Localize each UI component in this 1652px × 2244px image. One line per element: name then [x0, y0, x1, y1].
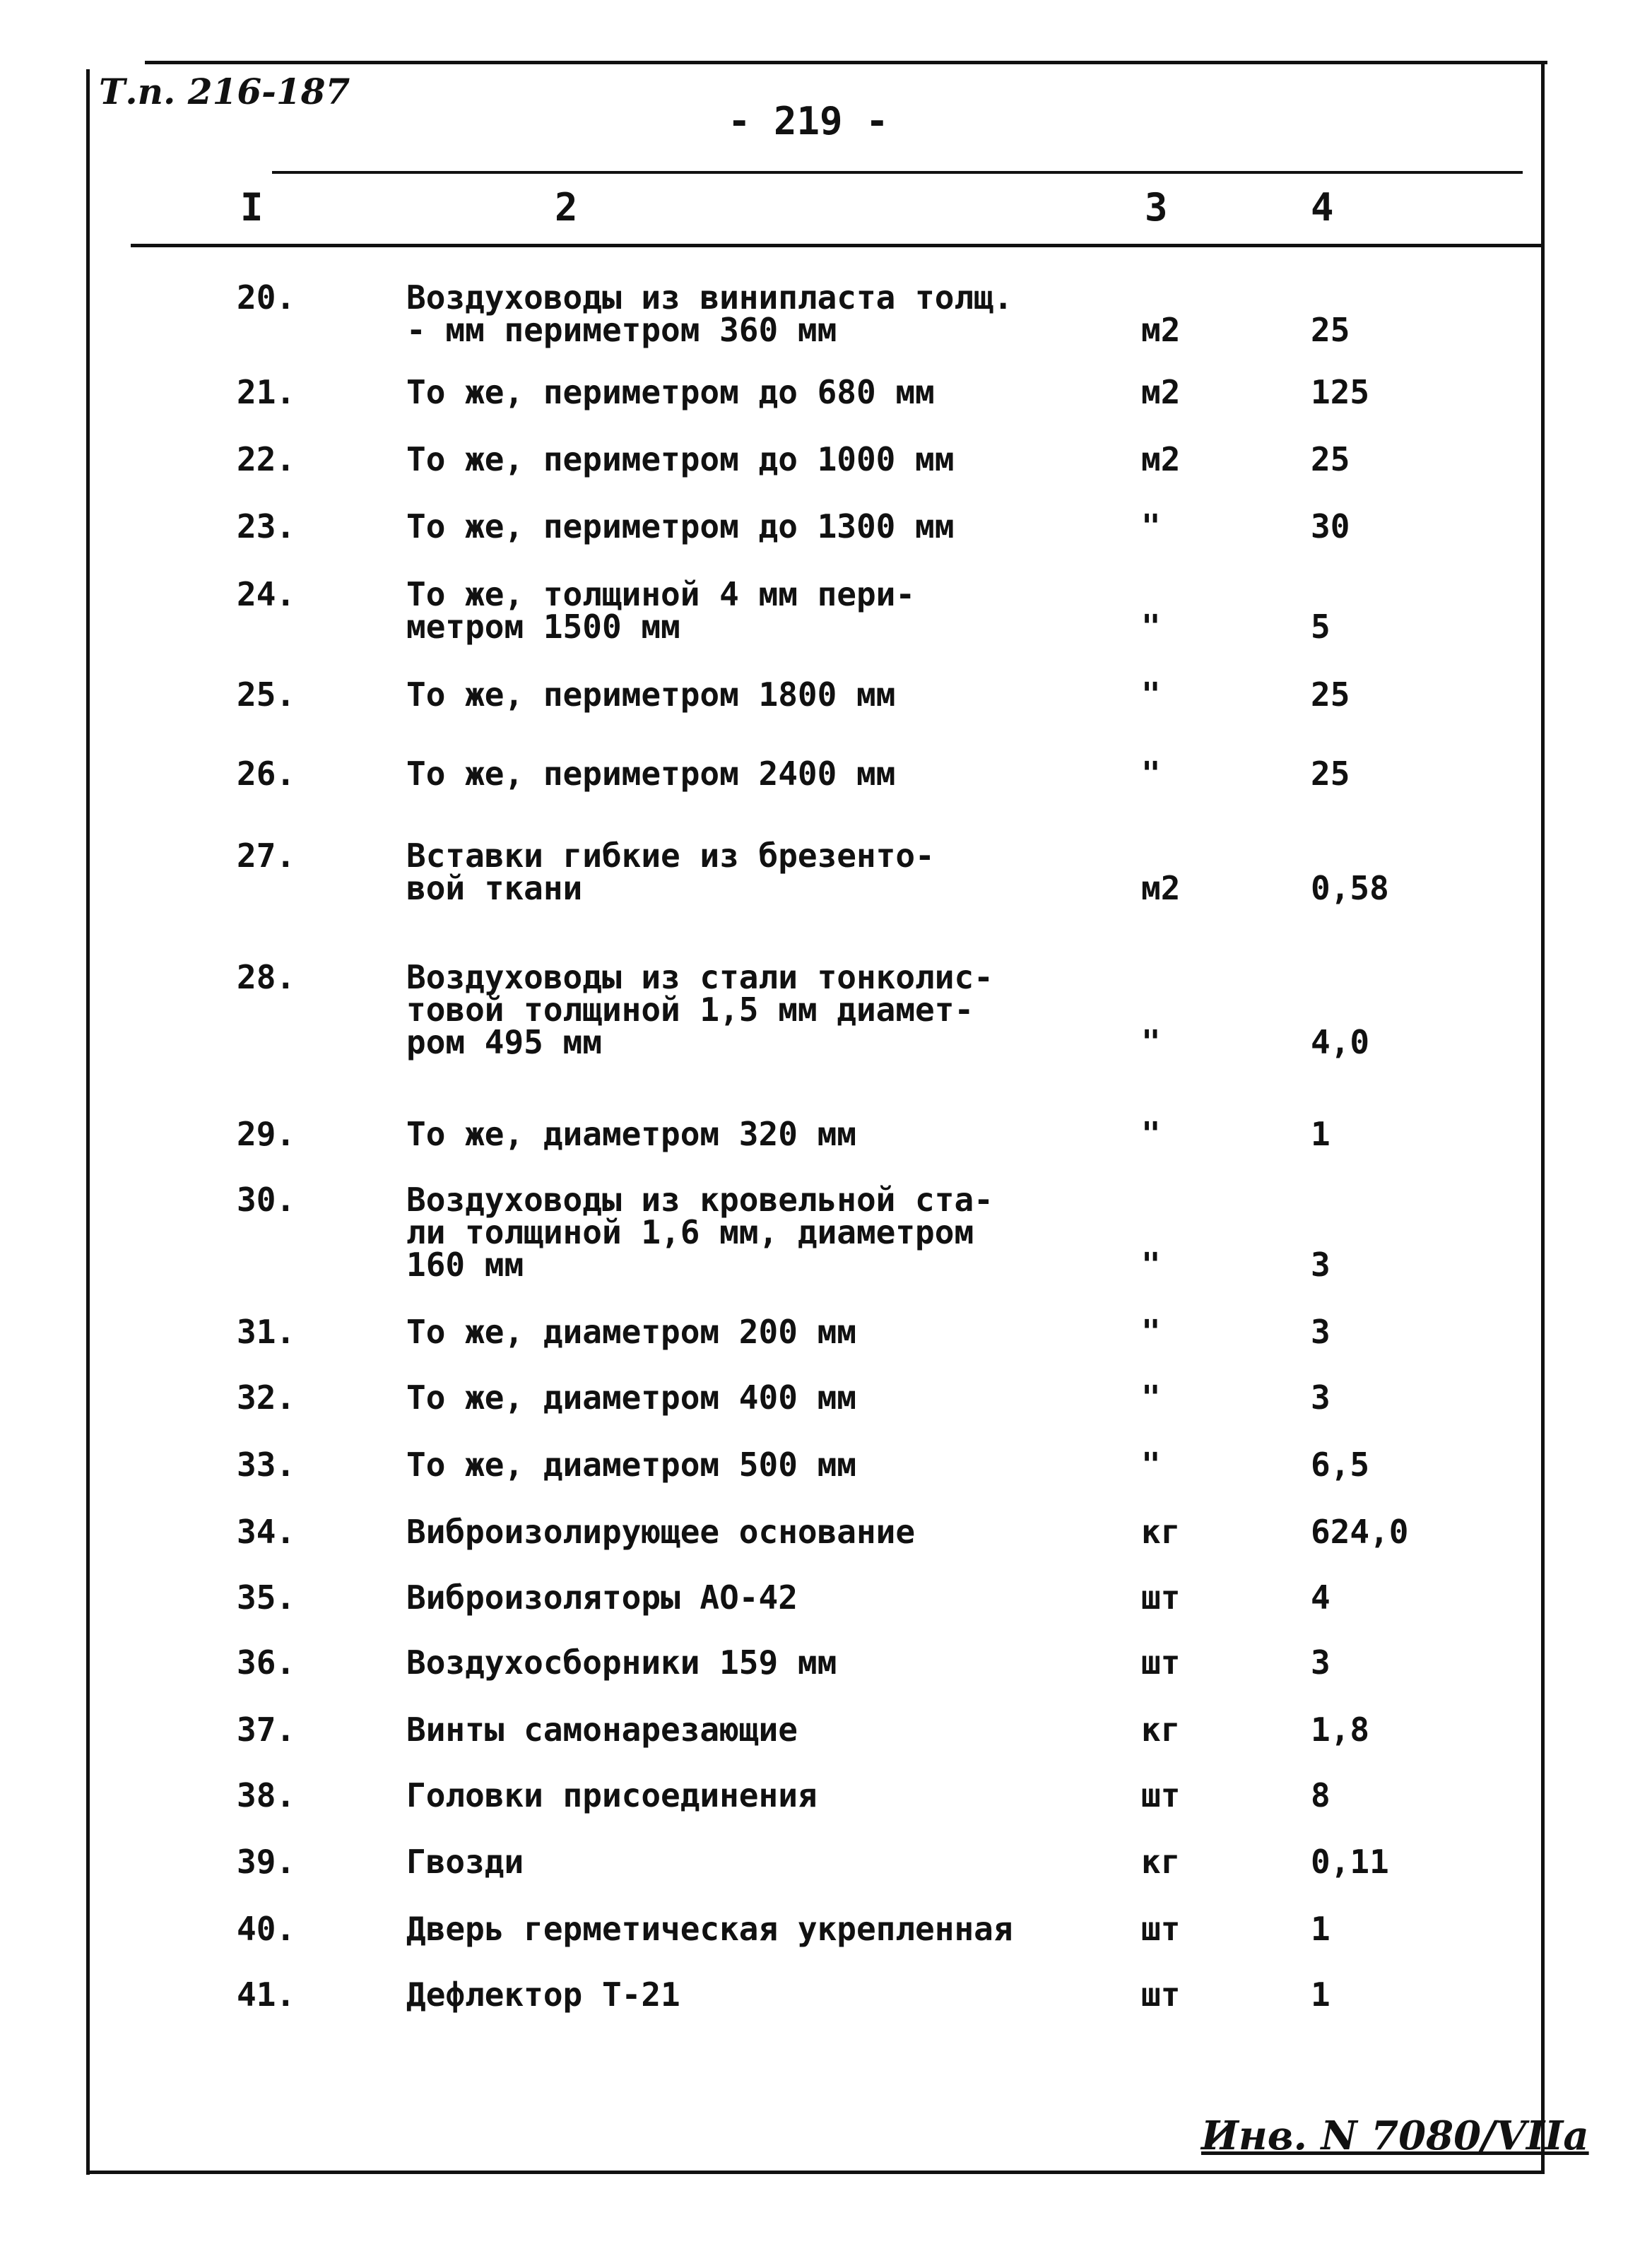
- row-unit: ": [1141, 1378, 1161, 1417]
- row-name: То же, периметром до 680 мм: [406, 373, 935, 411]
- row-name: То же, периметром до 1000 мм: [406, 440, 955, 478]
- row-name: То же, периметром 2400 мм: [406, 755, 896, 793]
- row-number: 26.: [237, 755, 296, 793]
- row-quantity: 25: [1311, 440, 1350, 478]
- row-quantity: 3: [1311, 1246, 1331, 1284]
- row-unit: ": [1141, 1446, 1161, 1484]
- row-unit: кг: [1141, 1513, 1181, 1551]
- row-quantity: 0,11: [1311, 1843, 1389, 1881]
- row-number: 21.: [237, 373, 296, 411]
- row-unit: ": [1141, 1115, 1161, 1153]
- column-header-1: I: [240, 185, 264, 230]
- row-quantity: 3: [1311, 1378, 1331, 1417]
- row-name: Вставки гибкие из брезенто- вой ткани: [406, 837, 935, 907]
- row-number: 28.: [237, 958, 296, 996]
- column-header-4: 4: [1311, 185, 1334, 230]
- row-quantity: 125: [1311, 373, 1370, 411]
- row-number: 37.: [237, 1711, 296, 1749]
- document-code: Т.п. 216-187: [99, 71, 350, 112]
- frame-top-border: [145, 61, 1547, 64]
- row-unit: ": [1141, 507, 1161, 545]
- row-quantity: 8: [1311, 1776, 1331, 1814]
- row-quantity: 25: [1311, 311, 1350, 349]
- row-quantity: 4,0: [1311, 1023, 1370, 1061]
- row-unit: ": [1141, 1023, 1161, 1061]
- row-unit: ": [1141, 608, 1161, 646]
- row-quantity: 1: [1311, 1976, 1331, 2014]
- row-name: Воздуховоды из кровельной ста- ли толщиной 1,6 мм, диаметром 160 мм: [406, 1181, 993, 1284]
- row-name: Виброизоляторы АО-42: [406, 1578, 798, 1617]
- row-unit: м2: [1141, 869, 1181, 907]
- row-name: Воздуховоды из винипласта толщ. - мм периметром 360 мм: [406, 278, 1013, 349]
- row-quantity: 30: [1311, 507, 1350, 545]
- row-number: 39.: [237, 1843, 296, 1881]
- row-number: 27.: [237, 837, 296, 875]
- row-unit: кг: [1141, 1843, 1181, 1881]
- row-name: Виброизолирующее основание: [406, 1513, 916, 1551]
- row-quantity: 4: [1311, 1578, 1331, 1617]
- row-unit: м2: [1141, 311, 1181, 349]
- row-quantity: 1: [1311, 1910, 1331, 1948]
- row-quantity: 3: [1311, 1313, 1331, 1351]
- row-unit: ": [1141, 755, 1161, 793]
- row-unit: шт: [1141, 1643, 1181, 1682]
- row-quantity: 624,0: [1311, 1513, 1409, 1551]
- page-number: - 219 -: [728, 99, 889, 143]
- row-quantity: 25: [1311, 755, 1350, 793]
- row-name: Винты самонарезающие: [406, 1711, 798, 1749]
- row-name: Воздуховоды из стали тонколис- товой толщиной 1,5 мм диамет- ром 495 мм: [406, 958, 993, 1061]
- row-number: 40.: [237, 1910, 296, 1948]
- row-name: Гвозди: [406, 1843, 524, 1881]
- row-number: 30.: [237, 1181, 296, 1219]
- row-unit: шт: [1141, 1578, 1181, 1617]
- row-name: То же, диаметром 200 мм: [406, 1313, 856, 1351]
- row-number: 33.: [237, 1446, 296, 1484]
- header-rule-bottom: [131, 244, 1544, 247]
- header-rule-top: [272, 171, 1523, 174]
- row-unit: кг: [1141, 1711, 1181, 1749]
- row-number: 23.: [237, 507, 296, 545]
- row-unit: ": [1141, 675, 1161, 714]
- frame-left-border: [86, 69, 90, 2175]
- frame-right-border: [1541, 61, 1545, 2173]
- row-number: 34.: [237, 1513, 296, 1551]
- row-quantity: 5: [1311, 608, 1331, 646]
- row-number: 22.: [237, 440, 296, 478]
- row-unit: ": [1141, 1246, 1161, 1284]
- row-number: 41.: [237, 1976, 296, 2014]
- column-header-2: 2: [555, 185, 578, 230]
- row-number: 24.: [237, 575, 296, 613]
- row-unit: шт: [1141, 1910, 1181, 1948]
- row-name: Дверь герметическая укрепленная: [406, 1910, 1013, 1948]
- row-quantity: 1,8: [1311, 1711, 1370, 1749]
- row-unit: шт: [1141, 1976, 1181, 2014]
- row-quantity: 1: [1311, 1115, 1331, 1153]
- row-number: 29.: [237, 1115, 296, 1153]
- row-name: То же, периметром 1800 мм: [406, 675, 896, 714]
- row-name: То же, диаметром 500 мм: [406, 1446, 856, 1484]
- row-unit: шт: [1141, 1776, 1181, 1814]
- row-quantity: 6,5: [1311, 1446, 1370, 1484]
- row-number: 36.: [237, 1643, 296, 1682]
- row-unit: м2: [1141, 373, 1181, 411]
- row-number: 32.: [237, 1378, 296, 1417]
- frame-bottom-border: [86, 2171, 1545, 2174]
- row-name: Воздухосборники 159 мм: [406, 1643, 837, 1682]
- column-header-3: 3: [1145, 185, 1168, 230]
- row-name: То же, периметром до 1300 мм: [406, 507, 955, 545]
- row-unit: ": [1141, 1313, 1161, 1351]
- row-name: То же, толщиной 4 мм пери- метром 1500 мм: [406, 575, 916, 646]
- row-name: То же, диаметром 400 мм: [406, 1378, 856, 1417]
- row-name: Головки присоединения: [406, 1776, 818, 1814]
- row-number: 25.: [237, 675, 296, 714]
- row-quantity: 3: [1311, 1643, 1331, 1682]
- row-number: 35.: [237, 1578, 296, 1617]
- row-name: Дефлектор Т-21: [406, 1976, 680, 2014]
- row-number: 20.: [237, 278, 296, 317]
- inventory-note: Инв. N 7080/VIIа: [1201, 2113, 1589, 2159]
- row-number: 38.: [237, 1776, 296, 1814]
- row-quantity: 0,58: [1311, 869, 1389, 907]
- row-number: 31.: [237, 1313, 296, 1351]
- row-quantity: 25: [1311, 675, 1350, 714]
- row-name: То же, диаметром 320 мм: [406, 1115, 856, 1153]
- row-unit: м2: [1141, 440, 1181, 478]
